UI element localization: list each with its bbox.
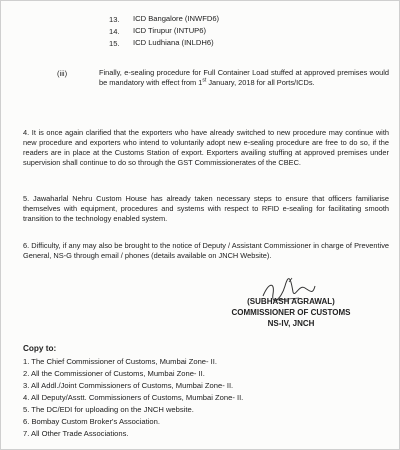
list-item: ICD Bangalore (INWFD6) [133, 14, 220, 23]
list-item: 3. All Addl./Joint Commissioners of Customs, Mumbai Zone- II. [23, 381, 234, 390]
list-item: 6. Bombay Custom Broker's Association. [23, 417, 160, 426]
signatory-office: NS-IV, JNCH [267, 319, 315, 328]
paragraph-6: 6. Difficulty, if any may also be brought to the notice of Deputy / Assistant Commissioner in charge of Preventive General, NS-G through email / phones (details available on JNCH Website). [23, 241, 389, 260]
para-iii [99, 68, 389, 88]
list-item: 4. All Deputy/Asstt. Commissioners of Customs, Mumbai Zone- II. [23, 393, 244, 402]
list-item-number: 14. [109, 27, 120, 36]
list-item: ICD Ludhiana (INLDH6) [133, 38, 214, 47]
list-item-number: 13. [109, 15, 120, 24]
para-iii-text: Finally, e-sealing procedure for Full Container Load stuffed at approved premises would be mandatory with effect from 1 [99, 68, 389, 87]
list-item: 5. The DC/EDI for uploading on the JNCH website. [23, 405, 194, 414]
list-item: 2. All the Commissioner of Customs, Mumbai Zone- II. [23, 369, 205, 378]
paragraph-5: 5. Jawaharlal Nehru Custom House has already taken necessary steps to ensure that officers familiarise themselves with equipment, procedures and systems with respect to RFID e-sealing for facilitating smooth transition to the technology enabled system. [23, 194, 389, 223]
list-item: 7. All Other Trade Associations. [23, 429, 129, 438]
paragraph-4: 4. It is once again clarified that the exporters who have already switched to new procedure may continue with new procedure and exporters who intend to voluntarily adopt new e-sealing procedure are free to do so, if the readers are in place at the Customs Station of export. Exporters availing stuffing at approved premises under supervision shall continue to do so through the GST Commissionerates of the CBEC. [23, 128, 389, 167]
list-item: ICD Tirupur (INTUP6) [133, 26, 206, 35]
para-iii-text-end: January, 2018 for all Ports/ICDs. [206, 78, 315, 87]
list-item-number: 15. [109, 39, 120, 48]
signatory-name: (SUBHASH AGRAWAL) [247, 297, 335, 306]
list-item: 1. The Chief Commissioner of Customs, Mumbai Zone- II. [23, 357, 217, 366]
date-suffix: st [202, 77, 207, 84]
signatory-title: COMMISSIONER OF CUSTOMS [231, 308, 351, 317]
copy-to-heading: Copy to: [23, 344, 57, 353]
para-iii-marker: (iii) [57, 69, 68, 78]
signatory-block [191, 296, 391, 329]
